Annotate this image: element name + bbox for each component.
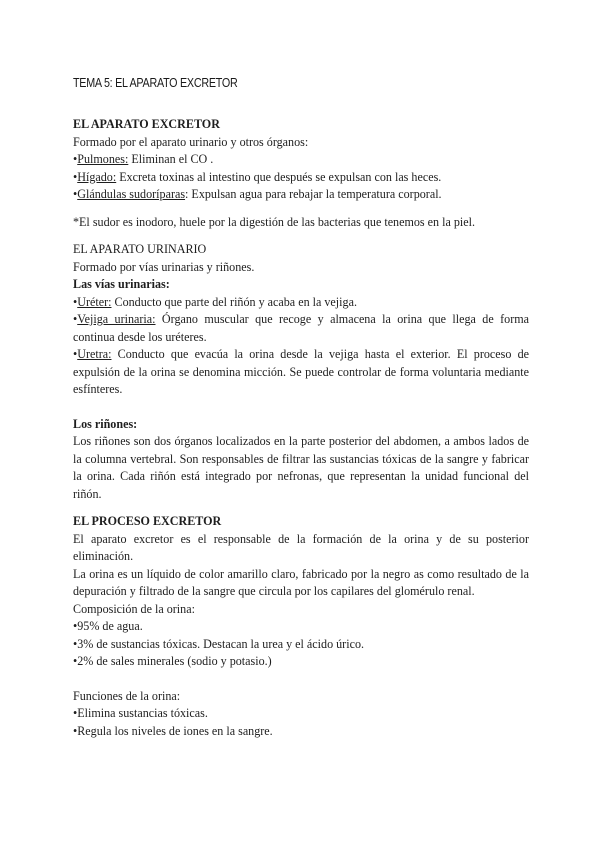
- definition: Órgano muscular que recoge y almacena la orina que llega de forma continua desde los uréteres.: [73, 312, 529, 344]
- definition: Eliminan el CO .: [128, 152, 214, 166]
- list-item: •3% de sustancias tóxicas. Destacan la urea y el ácido úrico.: [73, 636, 365, 651]
- document-body: [73, 116, 529, 740]
- paragraph: La orina es un líquido de color amarillo claro, fabricado por la negro as como resultado de la depuración y filtrado de la sangre que circula por los capilares del glomérulo renal.: [73, 566, 529, 598]
- bullet: •: [73, 294, 78, 309]
- list-item: [73, 169, 529, 187]
- term: Uretra:: [77, 347, 112, 361]
- bullet: •: [73, 152, 78, 166]
- term: Pulmones:: [77, 152, 129, 166]
- list-item: [73, 294, 529, 312]
- paragraph: Formado por el aparato urinario y otros órganos:: [73, 134, 309, 149]
- list-item: [73, 186, 529, 204]
- term: Uréter:: [77, 294, 112, 309]
- definition: Conducto que parte del riñón y acaba en la vejiga.: [111, 294, 357, 309]
- definition: : Expulsan agua para rebajar la temperatura corporal.: [185, 187, 442, 201]
- section-title: EL APARATO URINARIO: [73, 242, 207, 256]
- document-header: TEMA 5: EL APARATO EXCRETOR: [73, 76, 238, 90]
- paragraph: Formado por vías urinarias y riñones.: [73, 259, 255, 274]
- bullet: •: [73, 187, 78, 201]
- list-item: •Regula los niveles de iones en la sangre.: [73, 723, 273, 738]
- subsection-title: Composición de la orina:: [73, 601, 195, 616]
- list-item: [73, 346, 529, 399]
- bullet: •: [73, 169, 78, 184]
- bullet: •: [73, 312, 78, 326]
- subsection-title: Funciones de la orina:: [73, 688, 181, 703]
- subsection-title: Las vías urinarias:: [73, 277, 170, 291]
- list-item: •Elimina sustancias tóxicas.: [73, 706, 208, 720]
- section-title: EL APARATO EXCRETOR: [73, 117, 220, 131]
- paragraph: Los riñones son dos órganos localizados en la parte posterior del abdomen, a ambos lados de la columna vertebral. Son responsables de filtrar las sustancias tóxicas de la sangre y fabricar la orina. Cada riñón está integrado por nefronas, que representan la unidad funcional del riñón.: [73, 434, 529, 501]
- paragraph: El aparato excretor es el responsable de la formación de la orina y de su posterior eliminación.: [73, 531, 529, 563]
- term: Vejiga urinaria:: [77, 312, 156, 326]
- term: Hígado:: [77, 169, 117, 184]
- bullet: •: [73, 347, 78, 361]
- section-title: EL PROCESO EXCRETOR: [73, 514, 222, 528]
- subsection-title: Los riñones:: [73, 416, 138, 431]
- list-item: [73, 151, 529, 169]
- term: Glándulas sudoríparas: [77, 187, 186, 201]
- list-item: •2% de sales minerales (sodio y potasio.): [73, 654, 272, 668]
- note: *El sudor es inodoro, huele por la digestión de las bacterias que tenemos en la piel.: [73, 214, 476, 229]
- list-item: •95% de agua.: [73, 619, 143, 633]
- list-item: [73, 311, 529, 346]
- definition: Conducto que evacúa la orina desde la vejiga hasta el exterior. El proceso de expulsión de la orina se denomina micción. Se puede controlar de forma voluntaria mediante esfínteres.: [73, 347, 529, 396]
- definition: Excreta toxinas al intestino que después se expulsan con las heces.: [116, 169, 442, 184]
